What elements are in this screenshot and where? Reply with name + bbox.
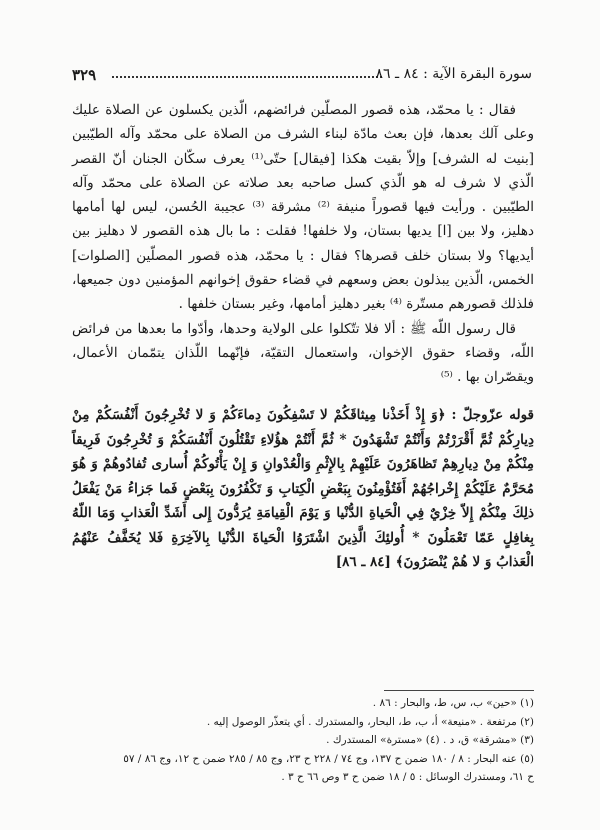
- page-number: ٣٢٩: [72, 66, 97, 84]
- page-header: [72, 66, 532, 90]
- footnote-divider: [384, 690, 534, 691]
- footnotes: [72, 694, 534, 787]
- paragraph: قال رسول اللّه ﷺ : ألا فلا تتّكلوا على الولاية وحدها، وأدّوا ما بعدها من فرائض اللّه، وقضاء حقوق الإخوان، واستعمال التقيّة، فإنّهما اللّذان يتمّمان الأعمال، ويقصّران بها . ⁽⁵⁾: [72, 320, 534, 386]
- body-text: [72, 98, 534, 390]
- footnote: (٣) «مشرقة» ق، د . (٤) «مسترة» المستدرك .: [326, 734, 534, 747]
- footnote: (٥) عنه البحار : ٨ / ١٨٠ ضمن ح ١٣٧، وج ٧٤ / ٢٢٨ ح ٢٣، وج ٨٥ / ٢٨٥ ضمن ح ١٢، وج ٨٦ / ٥٧: [123, 752, 534, 765]
- paragraph: فقال : يا محمّد، هذه قصور المصلّين فرائضهم، الّذين يكسلون عن الصلاة عليك وعلى آلك بعدها، فإن بعث مادّة لبناء الشرف من الصلاة على محمّد وآله الطيّبين [بنيت له الشرف] وإلاّ بقيت هكذا [فيقال] حتّى⁽¹⁾ يعرف سكّان الجنان أنّ القصر الّذي لا شرف له هو الّذي كسل صاحبه بعد صلاته عن الصلاة على محمّد وآله الطيّبين . ورأيت فيها قصوراً منيفة ⁽²⁾ مشرقة ⁽³⁾ عجيبة الحُسن، ليس لها أمامها دهليز، ولا بين [ا] يديها بستان، ولا خلفها! فقلت : ما بال هذه القصور لا دهليز بين أيديها؟ ولا بستان خلف قصرها؟ فقال : يا محمّد، هذه قصور المصلّين [الصلوات] الخمس، الّذين يبذلون بعض وسعهم في قضاء حقوق إخوانهم المؤمنين دون جميعها، فلذلك قصورهم مستّرة ⁽⁴⁾ بغير دهليز أمامها، وغير بستان خلفها .: [72, 102, 534, 313]
- quran-verse-block: [72, 403, 534, 575]
- footnote: ح ٦١، ومستدرك الوسائل : ٥ / ١٨ ضمن ح ٣ وص ٦٦ ح ٣ .: [281, 771, 534, 784]
- running-title: سورة البقرة الآية : ٨٤ ـ ٨٦: [375, 66, 532, 82]
- footnote: (١) «حين» ب، س، ط، والبحار : ٨٦ .: [372, 697, 534, 709]
- quran-verse: قوله عزّوجلّ : ﴿وَ إِذْ أَخَذْنا مِيثاقَكُمْ لا تَسْفِكُونَ دِماءَكُمْ وَ لا تُخْرِجُونَ أَنْفُسَكُمْ مِنْ دِيارِكُمْ ثُمَّ أَقْرَرْتُمْ وَأَنْتُمْ تَشْهَدُونَ * ثُمَّ أَنْتُمْ هؤُلاءِ تَقْتُلُونَ أَنْفُسَكُمْ وَ تُخْرِجُونَ فَرِيقاً مِنْكُمْ مِنْ دِيارِهِمْ تَظاهَرُونَ عَلَيْهِمْ بِالإِثْمِ وَالْعُدْوانِ وَ إِنْ يَأْتُوكُمْ أُسارى تُفادُوهُمْ وَ هُوَ مُحَرَّمٌ عَلَيْكُمْ إِخْراجُهُمْ أَفَتُؤْمِنُونَ بِبَعْضِ الْكِتابِ وَ تَكْفُرُونَ بِبَعْضٍ فَما جَزاءُ مَنْ يَفْعَلُ ذلِكَ مِنْكُمْ إِلاّ خِزْيٌ فِي الْحَياةِ الدُّنْيا وَ يَوْمَ الْقِيامَةِ يُرَدُّونَ إِلى أَشَدِّ الْعَذابِ وَمَا اللّهُ بِغافِلٍ عَمّا تَعْمَلُونَ * أُولئِكَ الَّذِينَ اشْتَرَوُا الْحَياةَ الدُّنْيا بِالآخِرَةِ فَلا يُخَفَّفُ عَنْهُمُ الْعَذابُ وَ لا هُمْ يُنْصَرُونَ﴾ [٨٤ ـ ٨٦]: [72, 407, 534, 570]
- footnote: (٢) مرتفعة . «منيعة» أ، ب، ط، البحار، والمستدرك . أي يتعذّر الوصول إليه .: [206, 715, 534, 728]
- header-dotted-rule: [112, 76, 382, 78]
